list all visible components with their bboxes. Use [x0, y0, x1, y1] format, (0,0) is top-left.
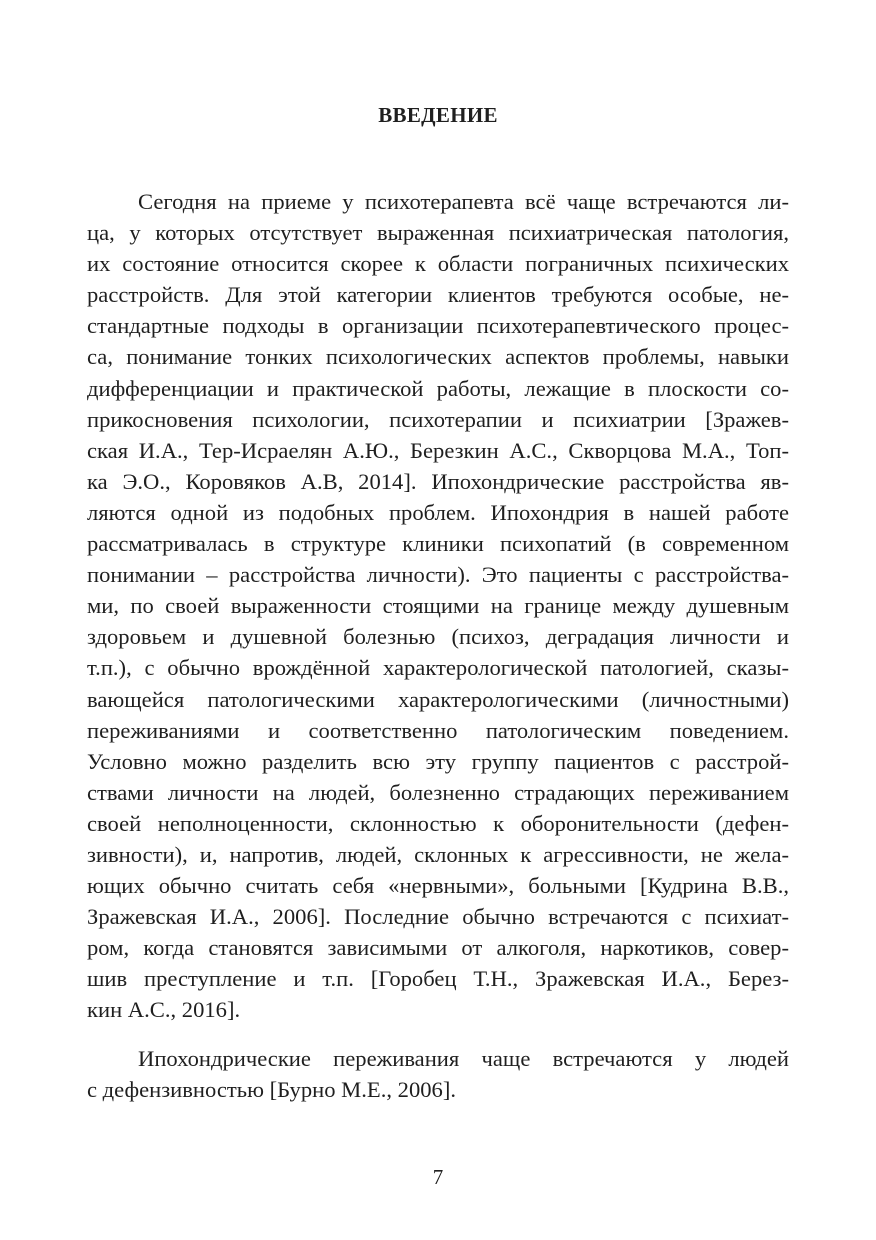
text-line: здоровьем и душевной болезнью (психоз, деградация личности и	[87, 624, 789, 650]
page-number: 7	[432, 1165, 444, 1189]
text-line: прикосновения психологии, психотерапии и психиатрии [Зражев-	[87, 406, 789, 432]
text-line: вающейся патологическими характерологическими (личностными)	[87, 686, 789, 712]
paragraph	[87, 186, 789, 1026]
text-line: ская И.А., Тер-Исраелян А.Ю., Березкин А.С., Скворцова М.А., Топ-	[87, 437, 789, 463]
section-heading: ВВЕДЕНИЕ	[378, 103, 498, 127]
text-line: Ипохондрические переживания чаще встречаются у людей	[138, 1045, 789, 1071]
text-line: ми, по своей выраженности стоящими на границе между душевным	[87, 593, 789, 619]
text-line: кин А.С., 2016].	[87, 997, 241, 1023]
text-line: ка Э.О., Коровяков А.В, 2014]. Ипохондрические расстройства яв-	[87, 468, 789, 494]
text-line: рассматривалась в структуре клиники психопатий (в современном	[87, 531, 789, 557]
text-line: ляются одной из подобных проблем. Ипохондрия в нашей работе	[87, 499, 789, 525]
text-line: са, понимание тонких психологических аспектов проблемы, навыки	[87, 344, 789, 370]
text-line: Условно можно разделить всю эту группу пациентов с расстрой-	[87, 748, 789, 774]
text-line: ром, когда становятся зависимыми от алкоголя, наркотиков, совер-	[87, 935, 789, 961]
paragraph	[87, 1043, 789, 1105]
text-line: ствами личности на людей, болезненно страдающих переживанием	[87, 779, 789, 805]
body-text	[87, 186, 789, 1105]
text-line: их состояние относится скорее к области пограничных психических	[87, 251, 789, 277]
text-line: понимании – расстройства личности). Это пациенты с расстройства-	[87, 562, 789, 588]
text-line: стандартные подходы в организации психотерапевтического процес-	[87, 313, 789, 339]
text-line: зивности), и, напротив, людей, склонных к агрессивности, не жела-	[87, 841, 789, 867]
text-line: расстройств. Для этой категории клиентов требуются особые, не-	[87, 282, 789, 308]
text-line: Зражевская И.А., 2006]. Последние обычно встречаются с психиат-	[87, 904, 789, 930]
text-line: ца, у которых отсутствует выраженная психиатрическая патология,	[87, 220, 789, 246]
text-line: переживаниями и соответственно патологическим поведением.	[87, 717, 789, 743]
text-line: своей неполноценности, склонностью к оборонительности (дефен-	[87, 810, 789, 836]
text-line: шив преступление и т.п. [Горобец Т.Н., Зражевская И.А., Берез-	[87, 966, 789, 992]
text-line: с дефензивностью [Бурно М.Е., 2006].	[87, 1076, 457, 1102]
text-line: т.п.), с обычно врождённой характерологической патологией, сказы-	[87, 655, 789, 681]
text-line: ющих обычно считать себя «нервными», больными [Кудрина В.В.,	[87, 873, 789, 899]
text-line: Сегодня на приеме у психотерапевта всё чаще встречаются ли-	[138, 189, 789, 214]
text-line: дифференциации и практической работы, лежащие в плоскости со-	[87, 375, 789, 401]
